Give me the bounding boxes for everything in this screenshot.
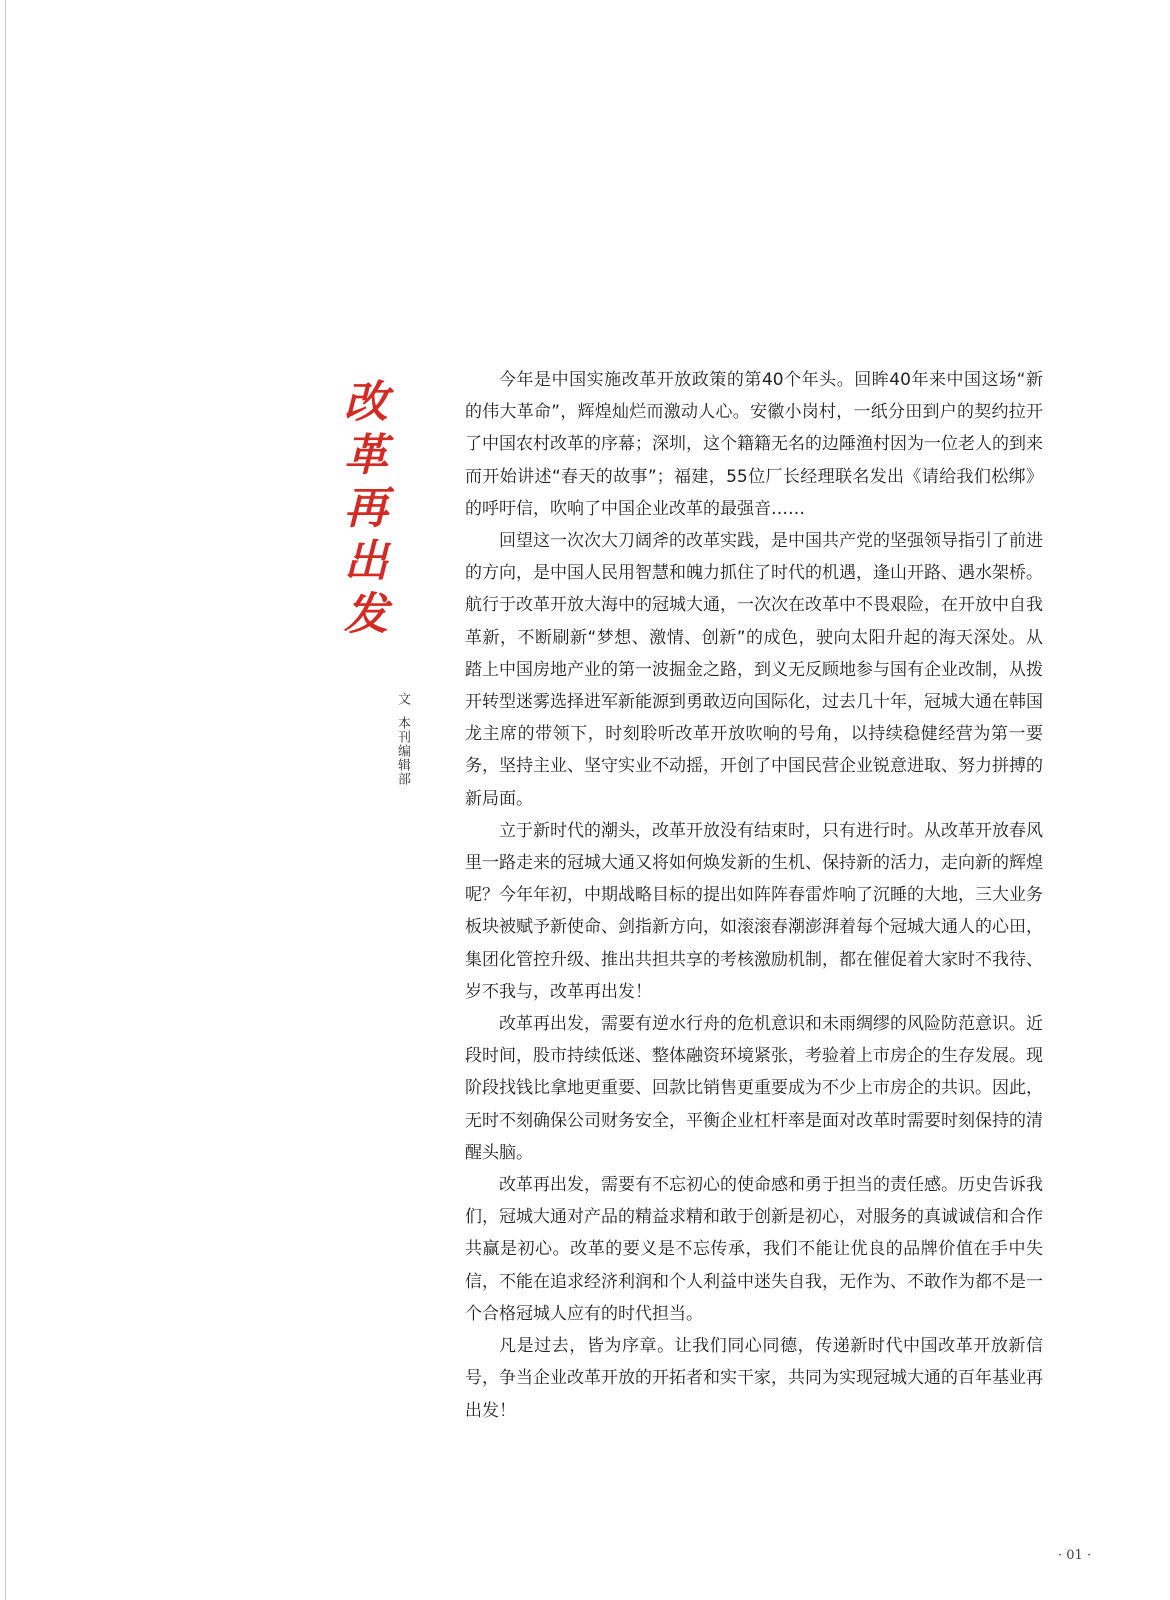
byline xyxy=(388,692,410,786)
byline-label: 文 xyxy=(395,692,410,706)
paragraph: 回望这一次次大刀阔斧的改革实践，是中国共产党的坚强领导指引了前进的方向，是中国人民用智慧和魄力抓住了时代的机遇，逢山开路、遇水架桥。航行于改革开放大海中的冠城大通，一次次在改革中不畏艰险，在开放中自我革新，不断刷新“梦想、激情、创新”的成色，驶向太阳升起的海天深处。从踏上中国房地产业的第一波掘金之路，到义无反顾地参与国有企业改制，从拨开转型迷雾选择进军新能源到勇敢迈向国际化，过去几十年，冠城大通在韩国龙主席的带领下，时刻聆听改革开放吹响的号角，以持续稳健经营为第一要务，坚持主业、坚守实业不动摇，开创了中国民营企业锐意进取、努力拼搏的新局面。 xyxy=(465,531,1043,809)
paragraph: 凡是过去，皆为序章。让我们同心同德，传递新时代中国改革开放新信号，争当企业改革开放的开拓者和实干家，共同为实现冠城大通的百年基业再出发！ xyxy=(465,1336,1043,1421)
title-char: 发 xyxy=(344,589,388,640)
title-char: 改 xyxy=(344,377,388,428)
article-body xyxy=(465,364,1043,1427)
paragraph: 今年是中国实施改革开放政策的第40个年头。回眸40年来中国这场“新的伟大革命”，辉煌灿烂而激动人心。安徽小岗村，一纸分田到户的契约拉开了中国农村改革的序幕；深圳，这个籍籍无名的边陲渔村因为一位老人的到来而开始讲述“春天的故事”；福建，55位厂长经理联名发出《请给我们松绑》的呼吁信，吹响了中国企业改革的最强音…… xyxy=(465,370,1043,519)
page-edge-rule xyxy=(5,0,6,1600)
title-char: 再 xyxy=(344,483,388,534)
title-char: 革 xyxy=(344,430,388,481)
paragraph: 立于新时代的潮头，改革开放没有结束时，只有进行时。从改革开放春风里一路走来的冠城大通又将如何焕发新的生机、保持新的活力，走向新的辉煌呢？今年年初，中期战略目标的提出如阵阵春雷炸响了沉睡的大地，三大业务板块被赋予新使命、剑指新方向，如滚滚春潮澎湃着每个冠城大通人的心田，集团化管控升级、推出共担共享的考核激励机制，都在催促着大家时不我待、岁不我与，改革再出发！ xyxy=(465,820,1043,1002)
title-char: 出 xyxy=(344,536,388,587)
paragraph: 改革再出发，需要有逆水行舟的危机意识和未雨绸缪的风险防范意识。近段时间，股市持续低迷、整体融资环境紧张，考验着上市房企的生存发展。现阶段找钱比拿地更重要、回款比销售更重要成为不少上市房企的共识。因此，无时不刻确保公司财务安全，平衡企业杠杆率是面对改革时需要时刻保持的清醒头脑。 xyxy=(465,1014,1043,1163)
page-number: · 01 · xyxy=(1058,1548,1092,1563)
byline-author: 本刊编辑部 xyxy=(395,716,410,786)
article-title xyxy=(336,376,396,641)
paragraph: 改革再出发，需要有不忘初心的使命感和勇于担当的责任感。历史告诉我们，冠城大通对产品的精益求精和敢于创新是初心，对服务的真诚诚信和合作共赢是初心。改革的要义是不忘传承，我们不能让优良的品牌价值在手中失信，不能在追求经济利润和个人利益中迷失自我，无作为、不敢作为都不是一个合格冠城人应有的时代担当。 xyxy=(465,1175,1043,1324)
